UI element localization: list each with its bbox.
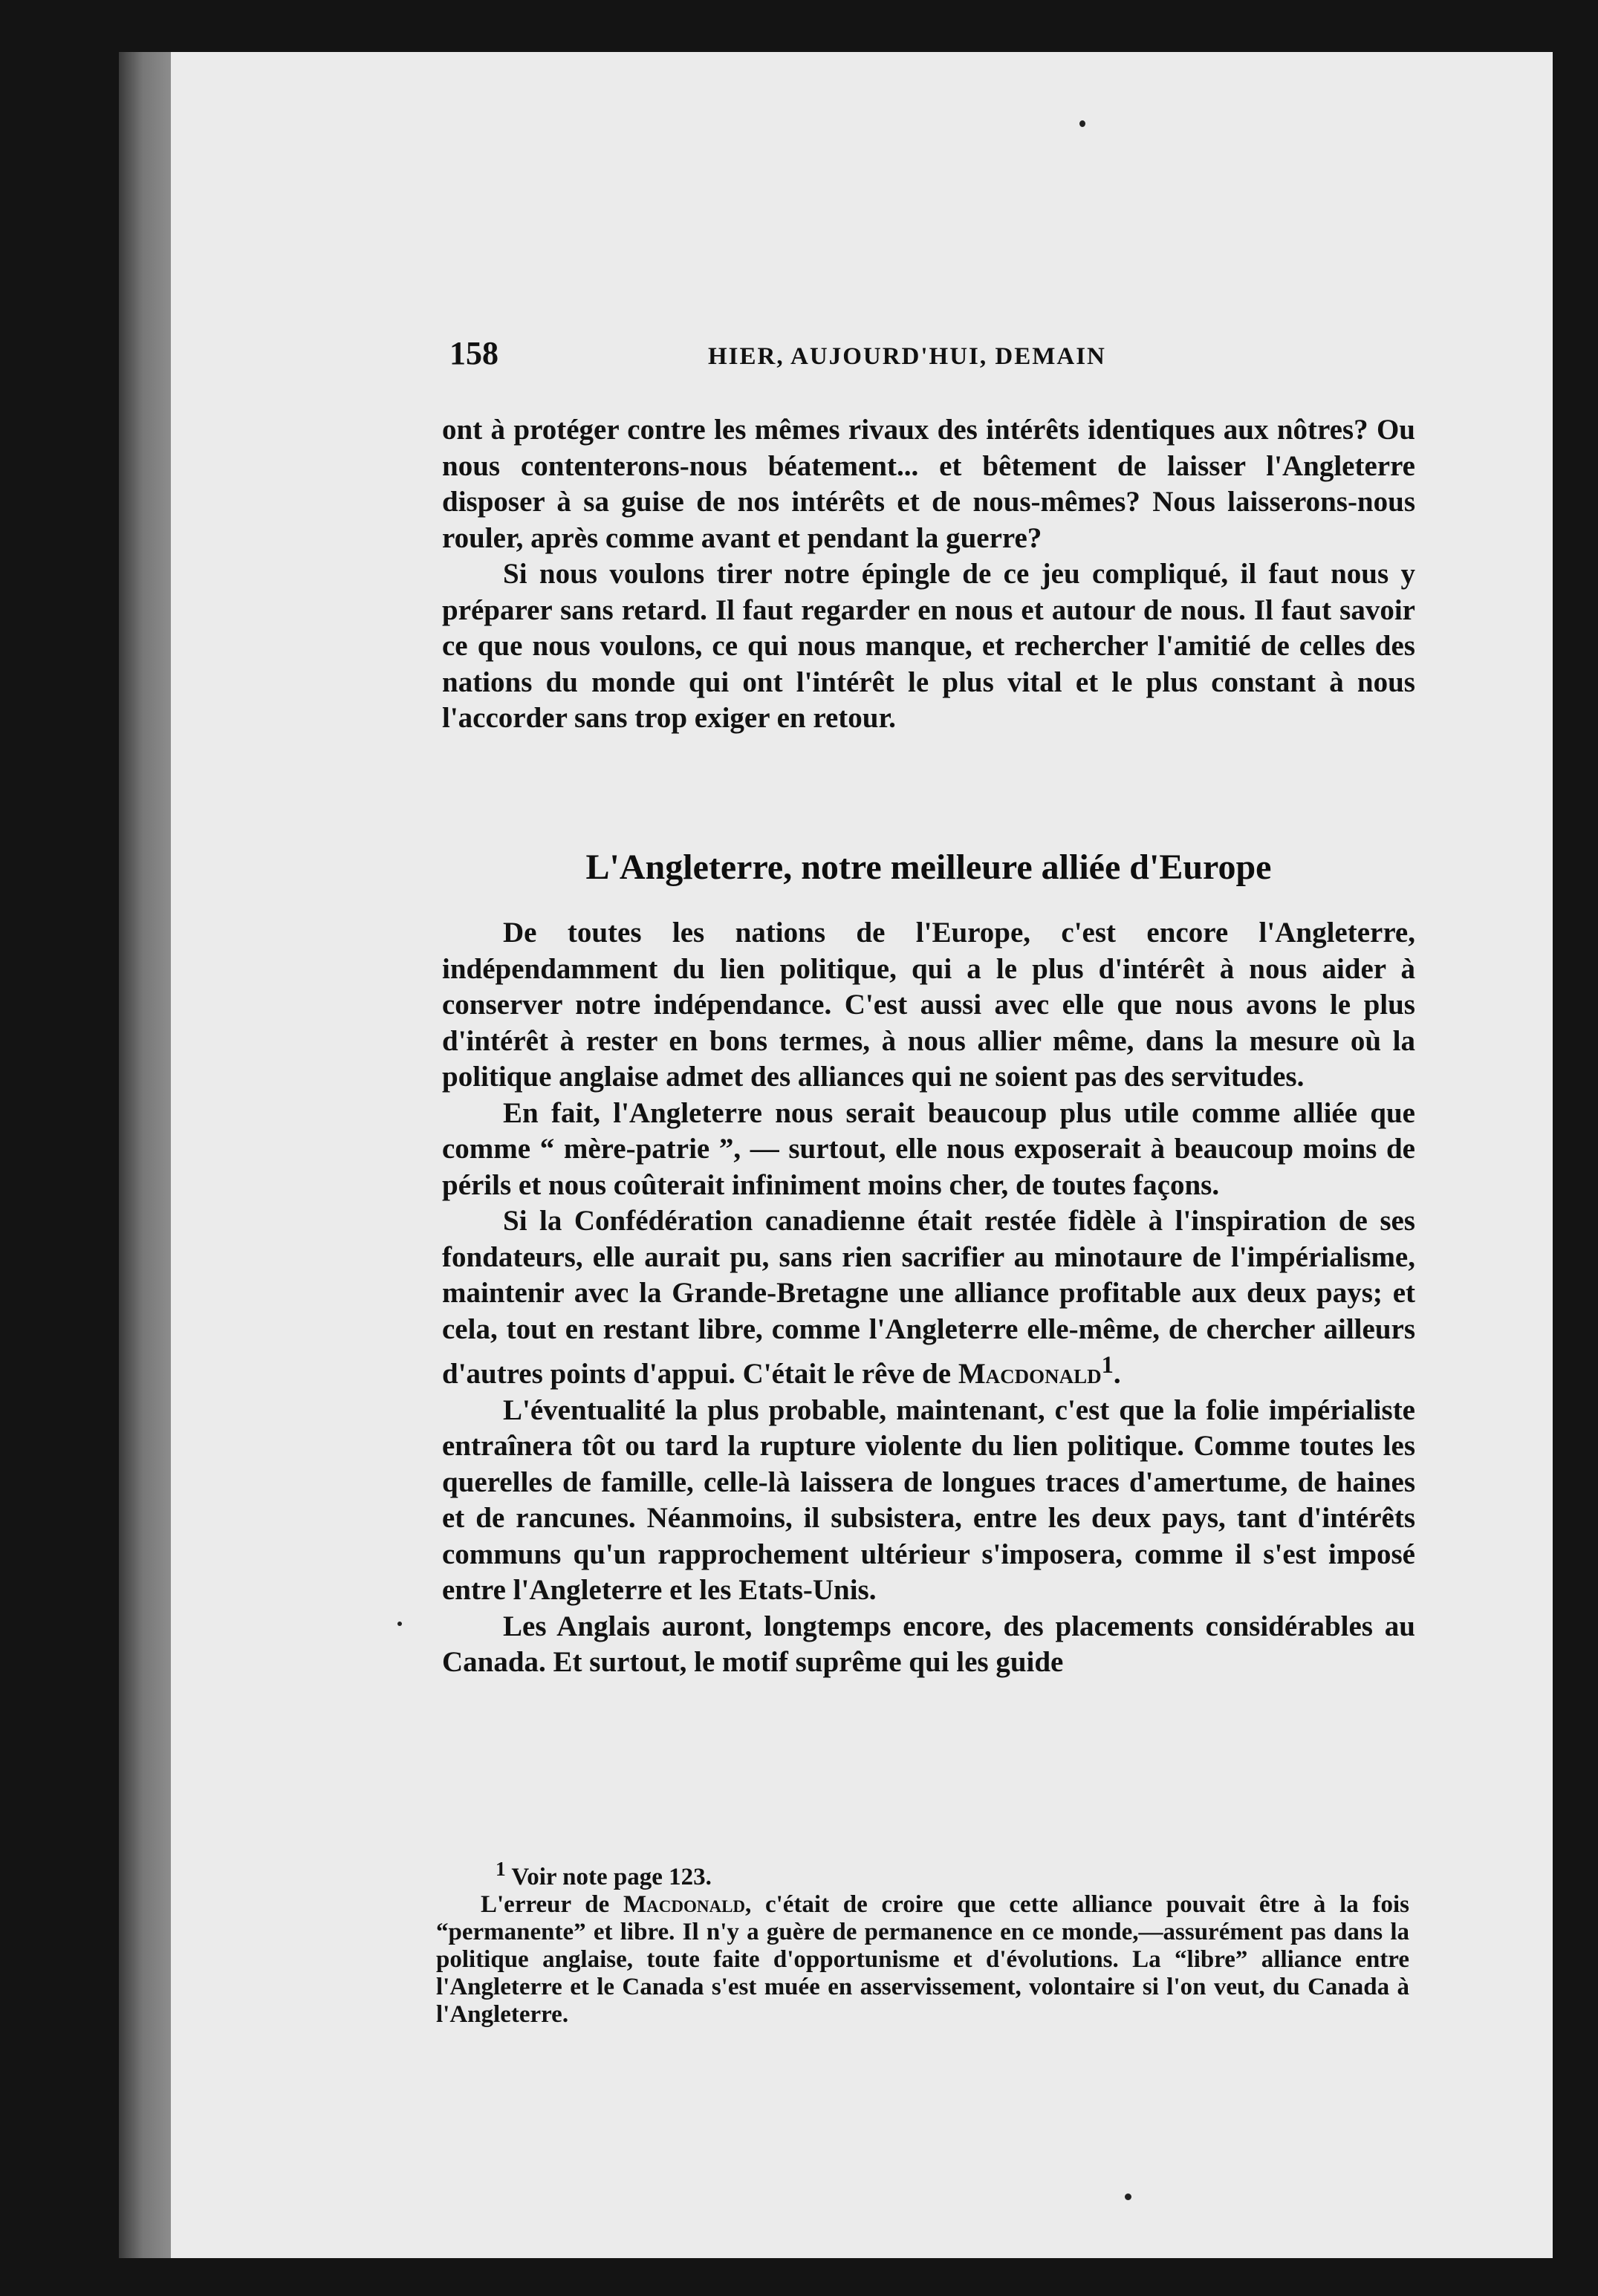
person-name: Macdonald xyxy=(623,1891,746,1918)
footnote xyxy=(436,1891,1409,2029)
intro-text xyxy=(442,412,1415,737)
speck xyxy=(1079,120,1085,127)
page-number: 158 xyxy=(449,335,498,371)
section-title: L'Angleterre, notre meilleure alliée d'Europe xyxy=(585,848,1272,887)
footnote-text: , c'était de croire que cette alliance pouvait être à la fois “permanente” et libre. Il n'y a guère de permanence en ce monde,—assurément pas dans la politique anglaise, toute faite d'opportunisme et d'évolutions. La “libre” alliance entre l'Angleterre et le Canada s'est muée en asservissement, volontaire si l'on veut, du Canada à l'Angleterre. xyxy=(436,1891,1409,2028)
footnote xyxy=(436,1855,1409,1891)
speck xyxy=(1125,2193,1131,2200)
footnote-lead: L'erreur de xyxy=(481,1891,623,1918)
running-head: HIER, AUJOURD'HUI, DEMAIN xyxy=(708,343,1106,370)
section-text xyxy=(442,915,1415,1681)
paragraph: De toutes les nations de l'Europe, c'est encore l'Angleterre, indépendamment du lien politique, qui a le plus d'intérêt à nous aider à conserver notre indépendance. C'est aussi avec elle que nous avons le plus d'intérêt à rester en bons termes, à nous allier même, dans la mesure où la politique anglaise admet des alliances qui ne soient pas des servitudes. xyxy=(442,917,1415,1093)
footnote-text: Voir note page 123. xyxy=(505,1864,712,1890)
speck xyxy=(397,1622,402,1626)
footnote-mark: 1 xyxy=(1101,1352,1114,1379)
paragraph xyxy=(442,1203,1415,1393)
paragraph: Si nous voulons tirer notre épingle de ce jeu compliqué, il faut nous y préparer sans retard. Il faut regarder en nous et autour de nous. Il faut savoir ce que nous voulons, ce qui nous manque, et rechercher l'amitié de celles des nations du monde qui ont l'intérêt le plus vital et le plus constant à nous l'accorder sans trop exiger en retour. xyxy=(442,558,1415,734)
footnotes xyxy=(436,1855,1409,2029)
person-name: Macdonald xyxy=(958,1358,1102,1390)
paragraph: ont à protéger contre les mêmes rivaux des intérêts identiques aux nôtres? Ou nous contenterons-nous béatement... et bêtement de laisser l'Angleterre disposer à sa guise de nos intérêts et de nous-mêmes? Nous laisserons-nous rouler, après comme avant et pendant la guerre? xyxy=(442,414,1415,554)
footnote-mark: 1 xyxy=(496,1857,506,1880)
paragraph: L'éventualité la plus probable, maintenant, c'est que la folie impérialiste entraînera tôt ou tard la rupture violente du lien politique. Comme toutes les querelles de famille, celle-là laissera de longues traces d'amertume, de haines et de rancunes. Néanmoins, il subsistera, entre les deux pays, tant d'intérêts communs qu'un rapprochement ultérieur s'imposera, comme il s'est imposé entre l'Angleterre et les Etats-Unis. xyxy=(442,1393,1415,1606)
page-header xyxy=(449,334,1200,379)
paragraph-text: Si la Confédération canadienne était restée fidèle à l'inspiration de ses fondateurs, elle aurait pu, sans rien sacrifier au minotaure de l'impérialisme, maintenir avec la Grande-Bretagne une alliance profitable aux deux pays; et cela, tout en restant libre, comme l'Angleterre elle-même, de chercher ailleurs d'autres points d'appui. C'était le rêve de xyxy=(442,1205,1415,1390)
punctuation: . xyxy=(1113,1358,1121,1390)
paragraph: En fait, l'Angleterre nous serait beaucoup plus utile comme alliée que comme “ mère-patrie ”, — surtout, elle nous exposerait à beaucoup moins de périls et nous coûterait infiniment moins cher, de toutes façons. xyxy=(442,1096,1415,1201)
paragraph: Les Anglais auront, longtemps encore, des placements considérables au Canada. Et surtout, le motif suprême qui les guide xyxy=(442,1610,1415,1678)
